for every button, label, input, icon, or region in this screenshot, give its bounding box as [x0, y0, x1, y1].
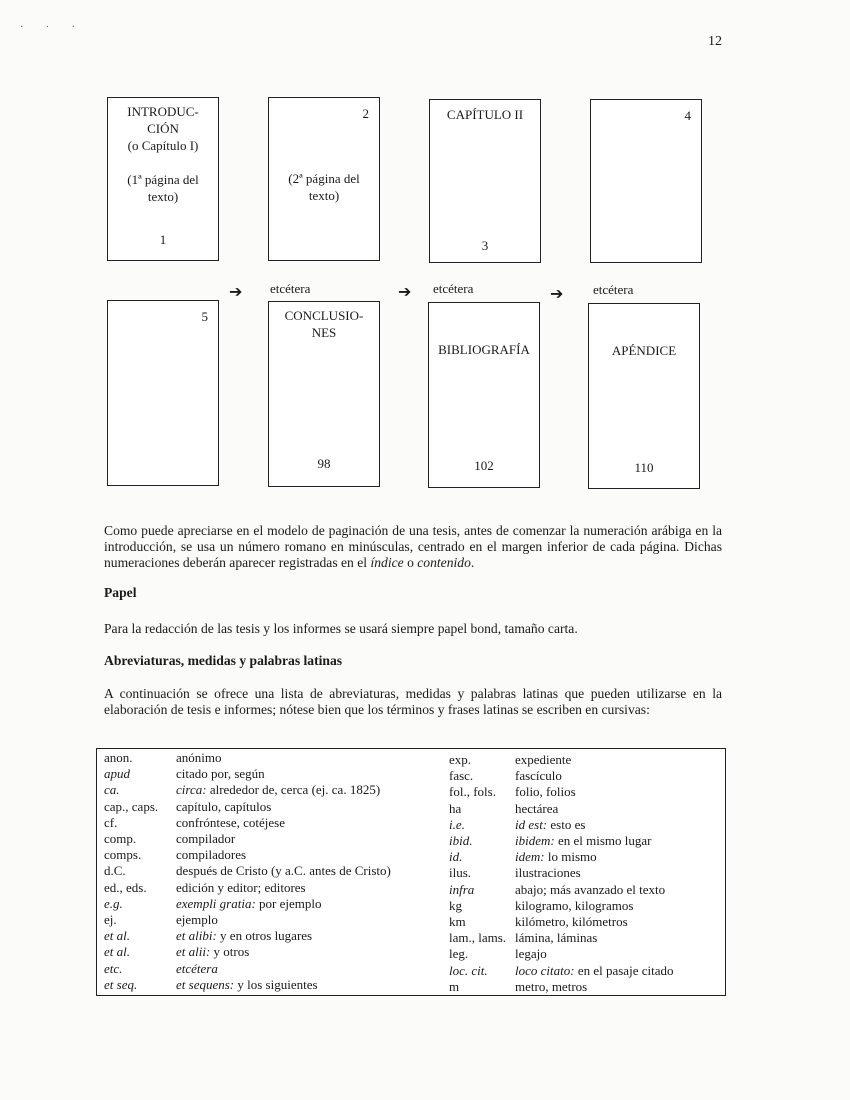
- abbr-definition: metro, metros: [515, 978, 588, 994]
- etcetera-label: etcétera: [433, 281, 474, 296]
- box-title: CONCLUSIO- NES: [284, 308, 364, 340]
- abbr-definition: exempli gratia: por ejemplo: [176, 895, 322, 911]
- page-box-introduccion: [107, 97, 219, 261]
- abbr-term: ha: [449, 800, 462, 816]
- box-number: 2: [362, 106, 369, 121]
- box-title: INTRODUC- CIÓN (o Capítulo I) (1ª página del texto): [127, 104, 199, 204]
- abbr-term: loc. cit.: [449, 962, 488, 978]
- abbr-term: comp.: [104, 831, 137, 847]
- etcetera-label: etcétera: [270, 281, 311, 296]
- abbr-term: comps.: [104, 847, 142, 863]
- scan-specks: · · ·: [20, 22, 85, 33]
- left-def-column: [176, 750, 391, 993]
- abbr-definition: kilogramo, kilogramos: [515, 897, 634, 913]
- abbr-term: ej.: [104, 912, 117, 928]
- abbr-term: d.C.: [104, 863, 126, 879]
- abbr-definition: compilador: [176, 831, 236, 847]
- abbr-definition: confróntese, cotéjese: [176, 814, 286, 830]
- abbr-term: kg: [449, 897, 462, 913]
- box-number: 5: [201, 309, 208, 324]
- box-number: 3: [481, 238, 489, 253]
- abbr-definition: abajo; más avanzado el texto: [515, 881, 666, 897]
- heading-papel: Papel: [104, 585, 137, 600]
- page-box-bibliografia: [428, 302, 540, 488]
- abbr-definition: idem: lo mismo: [515, 849, 597, 865]
- abbr-term: et al.: [104, 944, 130, 960]
- abbr-definition: ejemplo: [176, 912, 218, 928]
- abbr-term: m: [449, 978, 460, 994]
- abbr-term: ibid.: [449, 833, 473, 849]
- abbr-definition: loco citato: en el pasaje citado: [515, 962, 674, 978]
- abbr-term: e.g.: [104, 895, 123, 911]
- box-number: 1: [159, 232, 167, 247]
- page-box-capitulo-ii: [429, 99, 541, 263]
- arrow-icon: ➔: [229, 284, 243, 301]
- contenido-term: contenido: [417, 555, 471, 570]
- box-number: 98: [317, 456, 331, 471]
- abbr-definition: et alii: y otros: [176, 944, 250, 960]
- abbr-term: ed., eds.: [104, 879, 147, 895]
- page-number: 12: [708, 34, 722, 49]
- box-number: 110: [634, 460, 654, 475]
- abbr-term: anon.: [104, 750, 133, 765]
- abbr-definition: edición y editor; editores: [176, 879, 306, 895]
- abbr-definition: circa: alrededor de, cerca (ej. ca. 1825): [176, 782, 381, 798]
- abbr-term: apud: [104, 766, 130, 782]
- abbr-definition: capítulo, capítulos: [176, 798, 272, 814]
- box-title: BIBLIOGRAFÍA: [438, 342, 530, 357]
- page-box-second: [268, 97, 380, 261]
- abbr-term: infra: [449, 881, 475, 897]
- abbr-term: ca.: [104, 782, 120, 798]
- abbr-term: etc.: [104, 960, 123, 976]
- left-abbr-column: [104, 750, 158, 993]
- abbr-definition: fascículo: [515, 768, 562, 784]
- abbr-definition: id est: esto es: [515, 816, 586, 832]
- abbr-term: id.: [449, 849, 463, 865]
- abbr-term: km: [449, 914, 466, 930]
- arrow-icon: ➔: [550, 286, 564, 303]
- abbr-term: ilus.: [449, 865, 472, 881]
- abbr-term: fol., fols.: [449, 784, 496, 800]
- right-abbr-column: [449, 752, 506, 995]
- abbr-term: exp.: [449, 752, 472, 767]
- abbr-term: et seq.: [104, 976, 138, 992]
- page-box-four: [590, 99, 702, 263]
- abbr-definition: compiladores: [176, 847, 247, 863]
- box-title: (2ª página del texto): [288, 171, 360, 203]
- pagination-paragraph: Como puede apreciarse en el modelo de paginación de una tesis, antes de comenzar la numeración arábiga en la introducción, se usa un número romano en minúsculas, centrado en el margen inferior de cada página. Dichas numeraciones deberán aparecer registradas en el índice o contenido.: [104, 523, 722, 570]
- paper-paragraph: Para la redacción de las tesis y los informes se usará siempre papel bond, tamaño carta.: [104, 621, 578, 636]
- box-number: 102: [474, 458, 494, 473]
- abbr-term: i.e.: [449, 816, 465, 832]
- abbr-definition: citado por, según: [176, 766, 265, 782]
- abbr-definition: hectárea: [515, 800, 559, 816]
- arrow-icon: ➔: [398, 284, 412, 301]
- abbr-term: leg.: [449, 946, 469, 962]
- abbr-definition: folio, folios: [515, 784, 576, 800]
- abbr-definition: anónimo: [176, 750, 222, 765]
- abbr-term: cf.: [104, 814, 118, 830]
- box-title: APÉNDICE: [611, 343, 677, 358]
- abbr-paragraph: A continuación se ofrece una lista de abreviaturas, medidas y palabras latinas que pueden utilizarse en la elaboración de tesis e informes; nótese bien que los términos y frases latinas se escriben en cursivas:: [104, 686, 722, 717]
- abbr-definition: et sequens: y los siguientes: [176, 976, 318, 992]
- abbr-term: fasc.: [449, 768, 474, 784]
- abbr-term: lam., lams.: [449, 930, 507, 946]
- abbr-definition: lámina, láminas: [515, 930, 598, 946]
- box-title: CAPÍTULO II: [446, 107, 524, 122]
- page-box-five: [107, 300, 219, 486]
- page-box-conclusiones: [268, 301, 380, 487]
- indice-term: índice: [370, 555, 404, 570]
- abbr-definition: ibidem: en el mismo lugar: [515, 833, 652, 849]
- abbr-term: cap., caps.: [104, 798, 159, 814]
- heading-abreviaturas: Abreviaturas, medidas y palabras latinas: [104, 653, 343, 668]
- right-def-column: [515, 752, 673, 995]
- page-box-apendice: [588, 303, 700, 489]
- abbr-definition: etcétera: [176, 960, 218, 976]
- abbr-definition: kilómetro, kilómetros: [515, 914, 628, 930]
- box-number: 4: [684, 108, 691, 123]
- abbr-term: et al.: [104, 928, 130, 944]
- abbr-definition: expediente: [515, 752, 572, 767]
- abbr-definition: legajo: [515, 946, 547, 962]
- abbr-definition: después de Cristo (y a.C. antes de Cristo): [176, 863, 391, 879]
- abbr-definition: et alibi: y en otros lugares: [176, 928, 313, 944]
- abbr-definition: ilustraciones: [515, 865, 581, 881]
- etcetera-label: etcétera: [593, 282, 634, 297]
